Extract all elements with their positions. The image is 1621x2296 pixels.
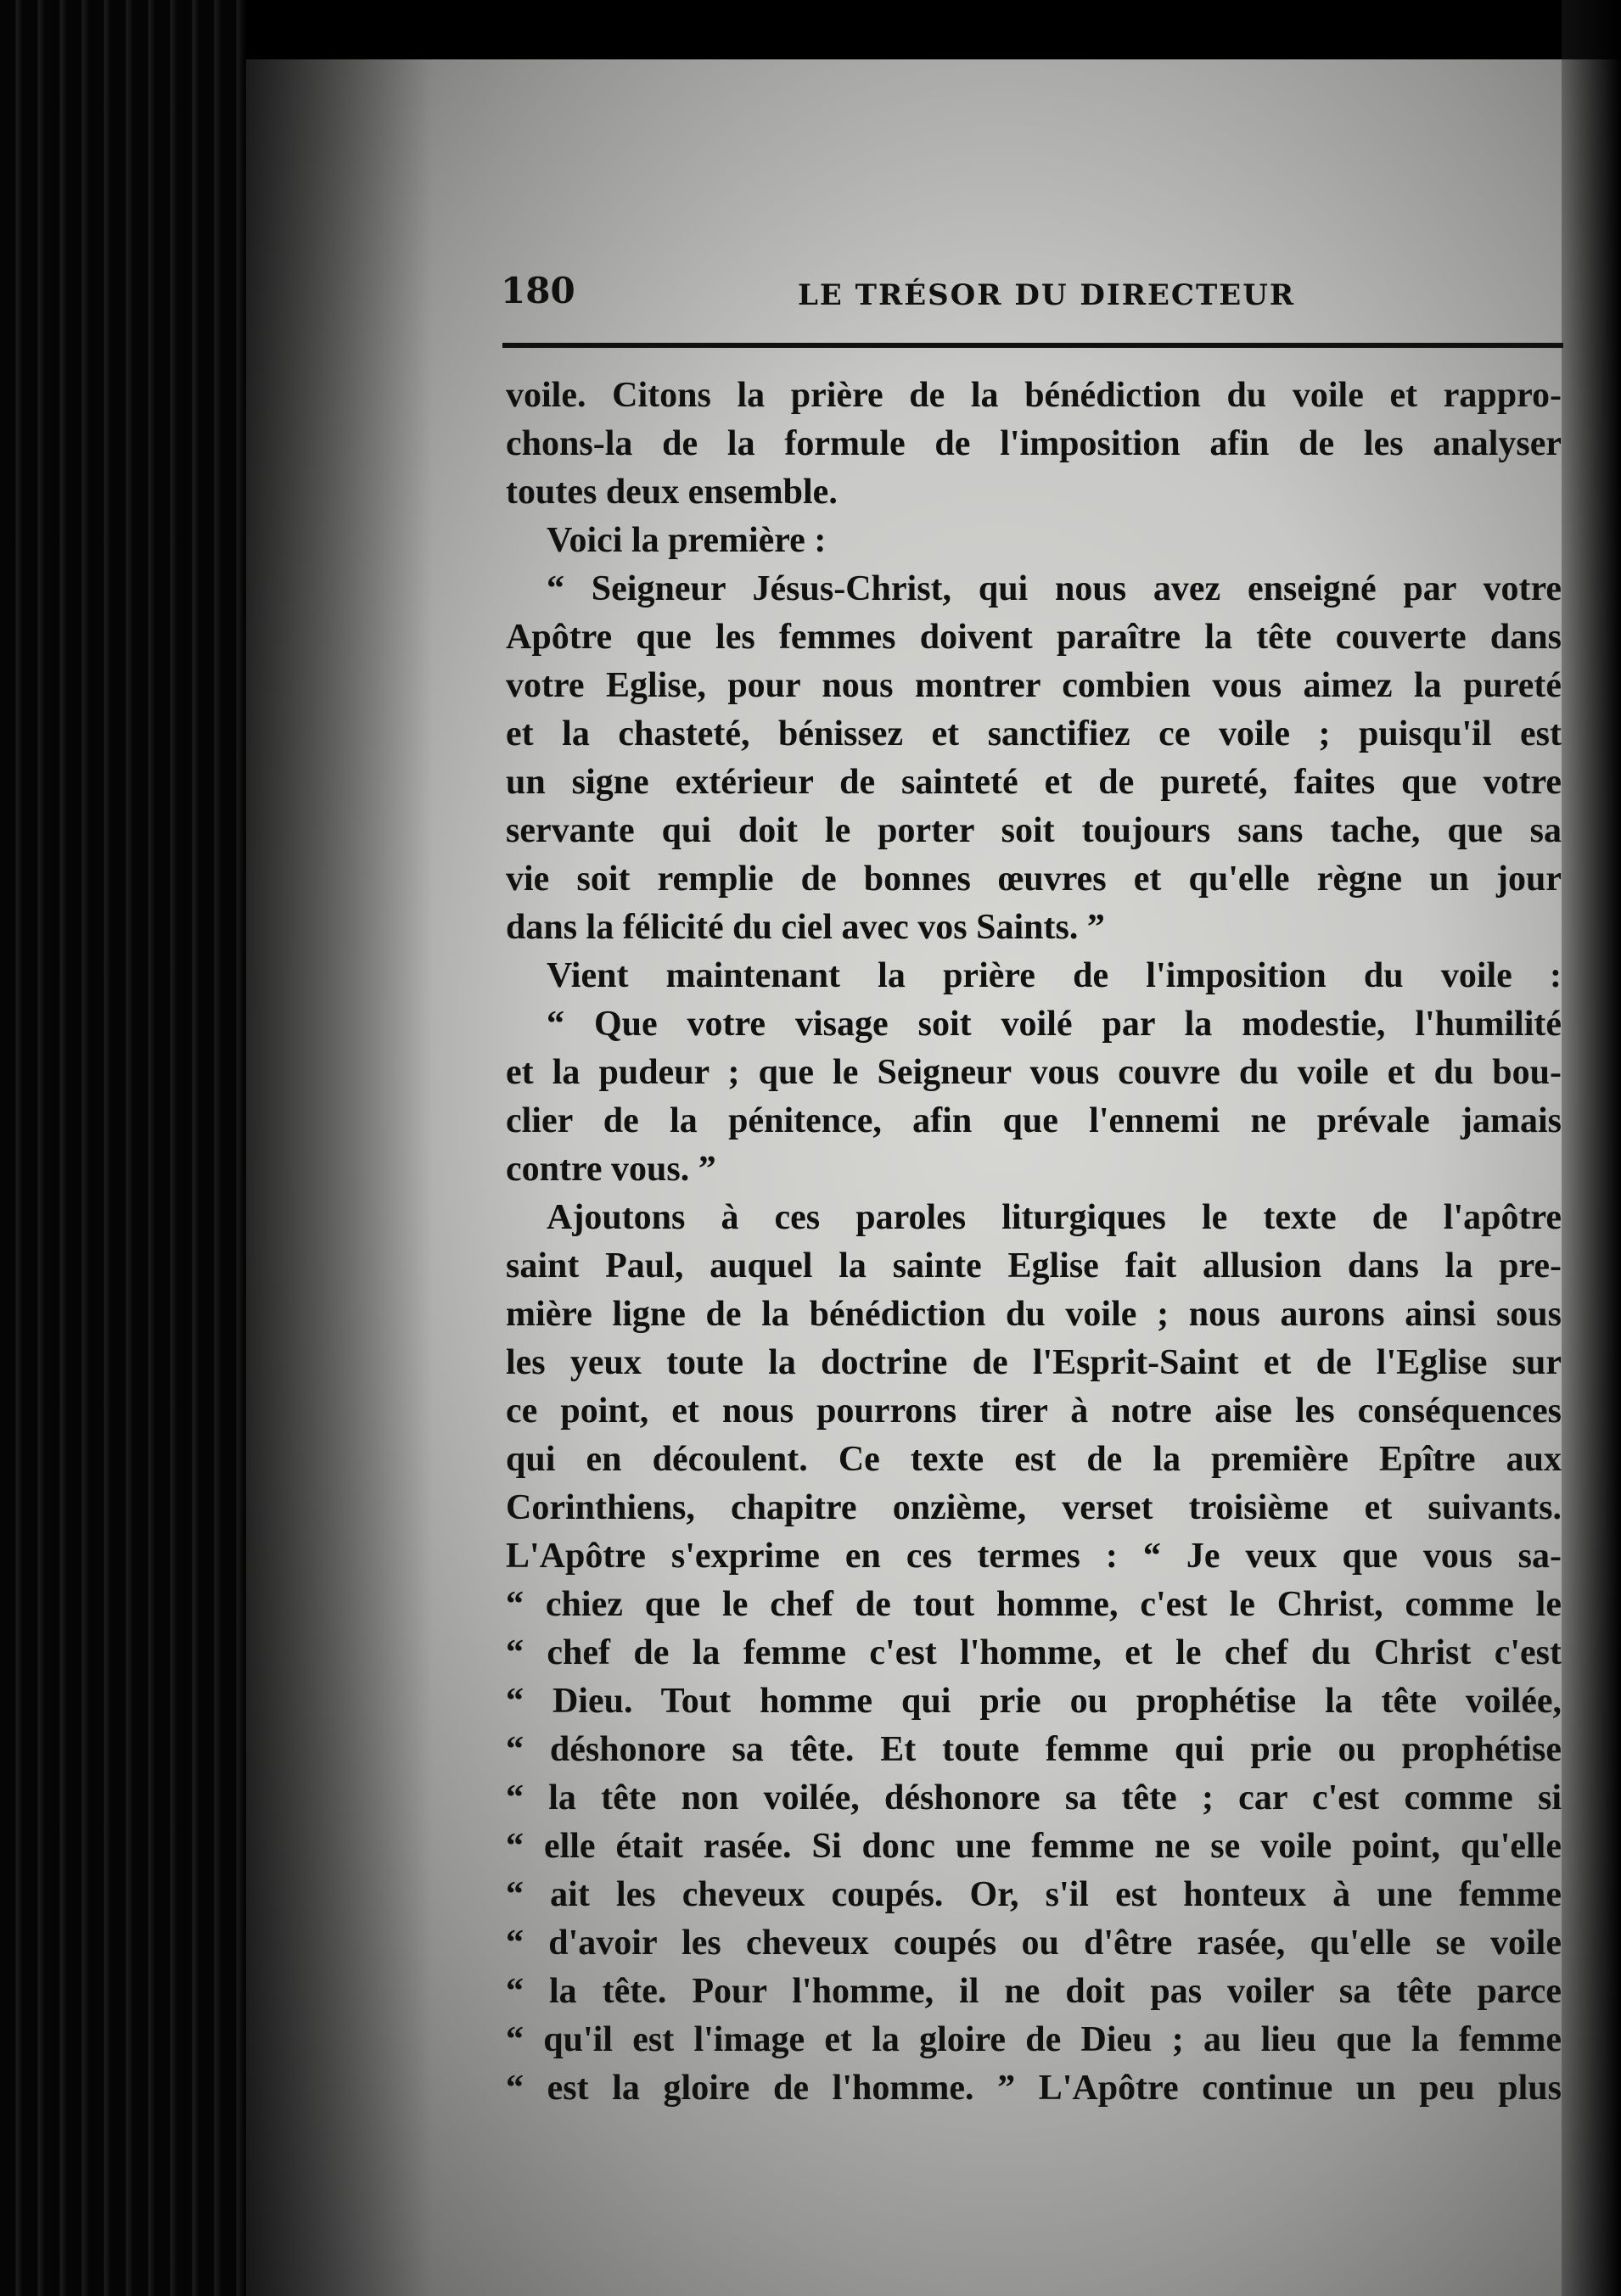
text-line: qui en découlent. Ce texte est de la première Epître aux <box>506 1440 1562 1479</box>
text-line: Ajoutons à ces paroles liturgiques le texte de l'apôtre <box>547 1198 1562 1237</box>
text-line: les yeux toute la doctrine de l'Esprit-Saint et de l'Eglise sur <box>506 1343 1562 1382</box>
text-line: chons-la de la formule de l'imposition afin de les analyser <box>506 424 1562 463</box>
text-line: “ la tête non voilée, déshonore sa tête ; car c'est comme si <box>506 1778 1562 1817</box>
text-line: “ elle était rasée. Si donc une femme ne se voile point, qu'elle <box>506 1827 1562 1866</box>
text-line: votre Eglise, pour nous montrer combien vous aimez la pureté <box>506 666 1562 705</box>
text-line: L'Apôtre s'exprime en ces termes : “ Je veux que vous sa- <box>506 1537 1562 1576</box>
text-line: “ chiez que le chef de tout homme, c'est le Christ, comme le <box>506 1585 1562 1624</box>
text-line: saint Paul, auquel la sainte Eglise fait allusion dans la pre- <box>506 1246 1562 1285</box>
text-line: “ qu'il est l'image et la gloire de Dieu ; au lieu que la femme <box>506 2020 1562 2059</box>
text-line: “ déshonore sa tête. Et toute femme qui prie ou prophétise <box>506 1730 1562 1769</box>
text-line: “ d'avoir les cheveux coupés ou d'être rasée, qu'elle se voile <box>506 1924 1562 1963</box>
page-number: 180 <box>501 270 575 311</box>
text-line: “ la tête. Pour l'homme, il ne doit pas voiler sa tête parce <box>506 1972 1562 2011</box>
text-line: un signe extérieur de sainteté et de pureté, faites que votre <box>506 763 1562 802</box>
text-line: voile. Citons la prière de la bénédiction du voile et rappro- <box>506 376 1562 415</box>
film-margin <box>0 0 246 2296</box>
text-line: Vient maintenant la prière de l'imposition du voile : <box>547 956 1562 995</box>
text-line: servante qui doit le porter soit toujours sans tache, que sa <box>506 811 1562 850</box>
text-line: Voici la première : <box>547 521 827 560</box>
text-line: “ Que votre visage soit voilé par la modestie, l'humilité <box>547 1005 1562 1044</box>
text-line: Apôtre que les femmes doivent paraître la tête couverte dans <box>506 618 1562 657</box>
page-shadow-left <box>246 59 433 2296</box>
text-line: contre vous. ” <box>506 1150 716 1189</box>
text-line: toutes deux ensemble. <box>506 473 838 512</box>
page-shadow-right <box>1562 0 1621 2296</box>
text-line: Corinthiens, chapitre onzième, verset troisième et suivants. <box>506 1488 1562 1527</box>
text-line: et la chasteté, bénissez et sanctifiez ce voile ; puisqu'il est <box>506 714 1562 753</box>
text-line: clier de la pénitence, afin que l'ennemi ne prévale jamais <box>506 1101 1562 1140</box>
page-header <box>501 270 1562 321</box>
text-line: “ ait les cheveux coupés. Or, s'il est honteux à une femme <box>506 1875 1562 1914</box>
text-line: “ Dieu. Tout homme qui prie ou prophétise la tête voilée, <box>506 1682 1562 1721</box>
body-text <box>506 372 1562 2113</box>
text-line: “ est la gloire de l'homme. ” L'Apôtre continue un peu plus <box>506 2069 1562 2108</box>
text-line: “ Seigneur Jésus-Christ, qui nous avez enseigné par votre <box>547 569 1562 608</box>
text-line: vie soit remplie de bonnes œuvres et qu'elle règne un jour <box>506 860 1562 899</box>
running-title: LE TRÉSOR DU DIRECTEUR <box>798 278 1296 312</box>
text-line: dans la félicité du ciel avec vos Saints. ” <box>506 908 1105 947</box>
text-line: et la pudeur ; que le Seigneur vous couvre du voile et du bou- <box>506 1053 1562 1092</box>
header-rule <box>502 343 1563 348</box>
text-line: “ chef de la femme c'est l'homme, et le chef du Christ c'est <box>506 1633 1562 1672</box>
text-line: ce point, et nous pourrons tirer à notre aise les conséquences <box>506 1392 1562 1431</box>
text-line: mière ligne de la bénédiction du voile ; nous aurons ainsi sous <box>506 1295 1562 1334</box>
